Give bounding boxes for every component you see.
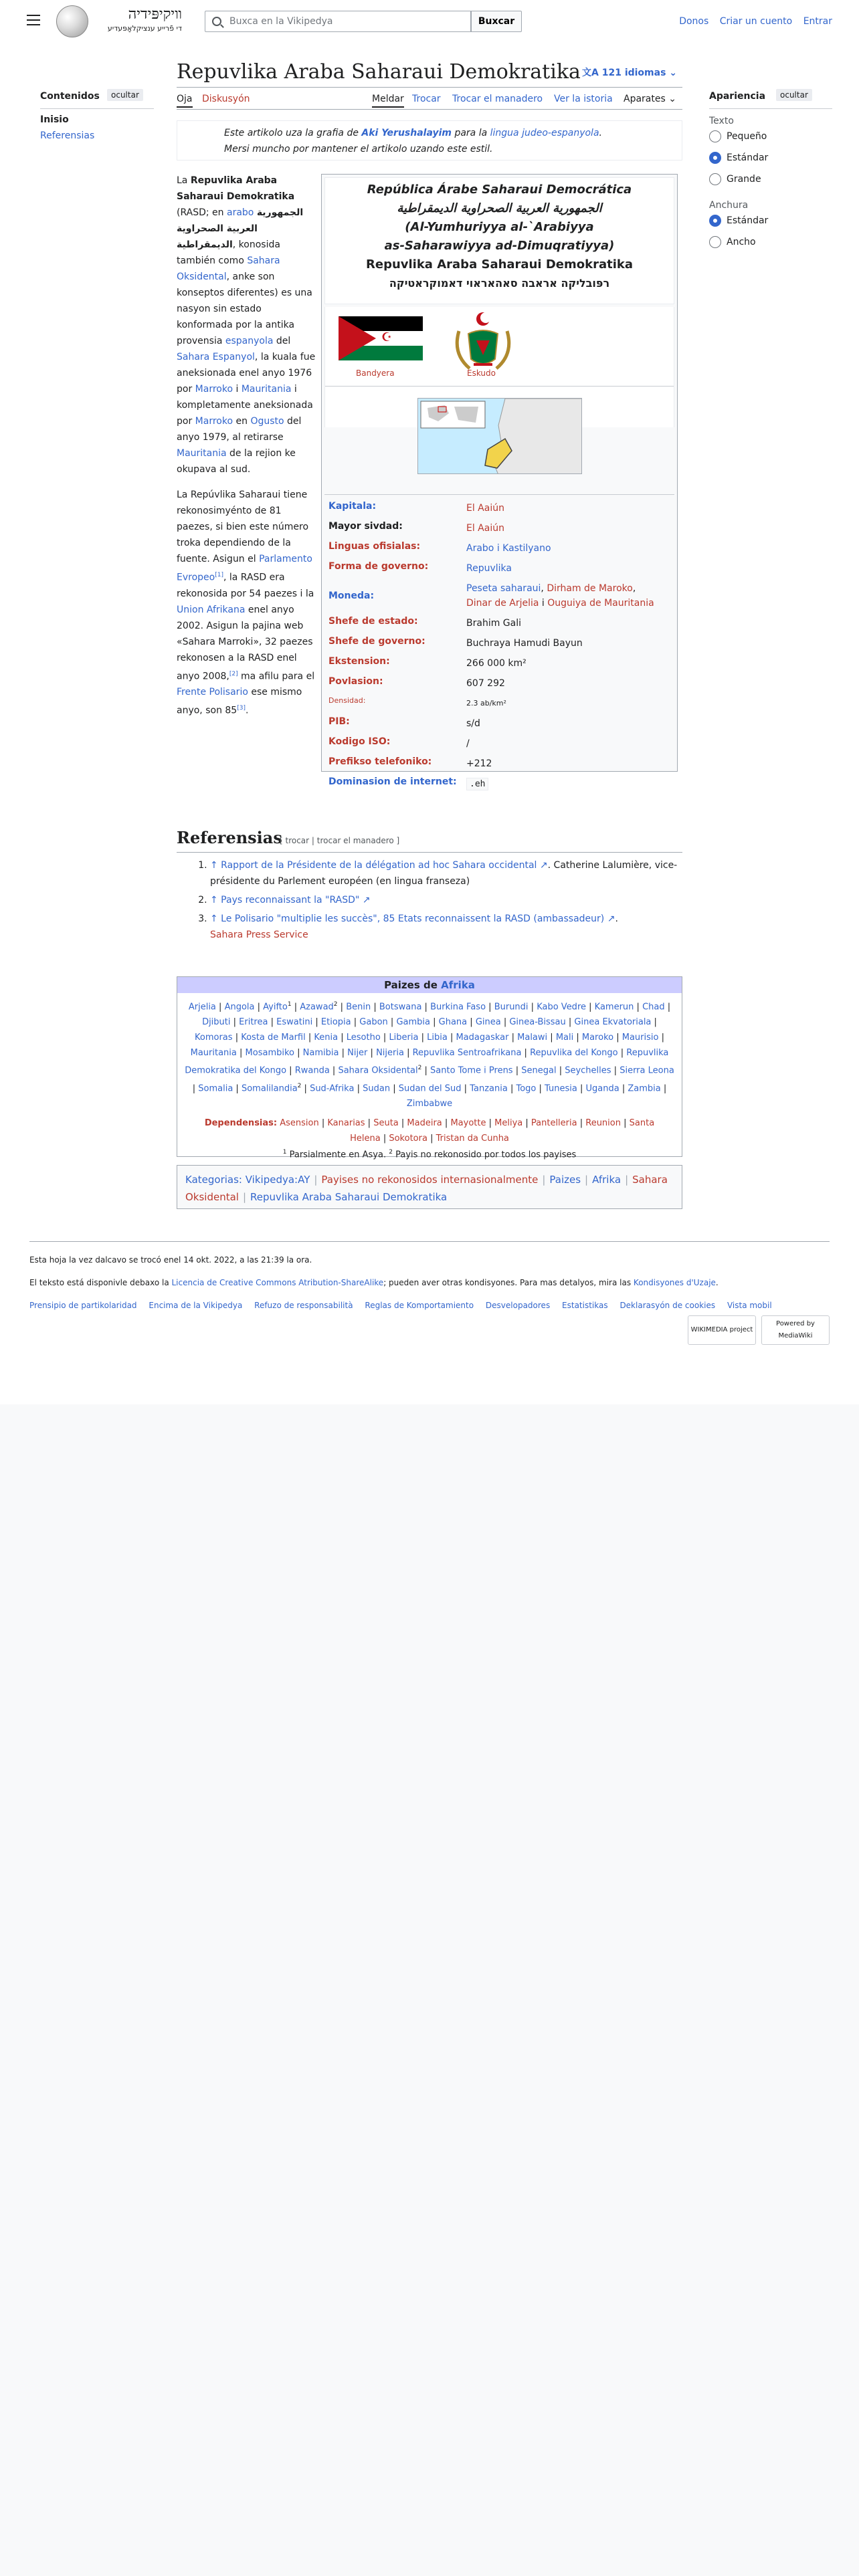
- row-label[interactable]: Shefe de estado:: [328, 616, 418, 627]
- languages-count: 121 idiomas: [601, 68, 666, 78]
- page-title: Repuvlika Araba Saharaui Demokratika: [177, 60, 581, 84]
- text: ; pueden aver otras kondisyones. Para mas detalyos, mira las: [383, 1278, 632, 1287]
- footer-link-cookies[interactable]: Deklarasyón de cookies: [619, 1301, 716, 1310]
- navbox-country-link[interactable]: Nijeria: [376, 1048, 404, 1059]
- text: El teksto está disponivle debaxo la: [29, 1278, 169, 1287]
- row-label[interactable]: Forma de governo:: [328, 561, 429, 572]
- footer-link-disclaimer[interactable]: Refuzo de responsabilità: [254, 1301, 353, 1310]
- text: ma afilu para el: [241, 671, 315, 682]
- navbox-country-link[interactable]: Repuvlika Demokratika del Kongo: [185, 1048, 669, 1076]
- reference-3[interactable]: [3]: [237, 705, 246, 712]
- notice-text: para la: [454, 128, 488, 138]
- currency-link[interactable]: Dirham de Maroko: [547, 583, 633, 594]
- row-value: s/d: [466, 718, 480, 729]
- navbox-dependency-link[interactable]: Mayotte: [450, 1117, 486, 1128]
- text: , la kuala fue aneksionada enel anyo 1976 por: [177, 352, 316, 395]
- row-value: 2.3 ab/km²: [466, 699, 506, 708]
- navbox-country-link[interactable]: Togo: [516, 1083, 537, 1093]
- radio-selected-icon: [709, 215, 721, 227]
- footer: [29, 1241, 830, 1339]
- row-label[interactable]: Ekstension:: [328, 656, 390, 667]
- separator: |: [242, 1191, 247, 1203]
- navbox-country-link[interactable]: Komoras: [195, 1033, 233, 1043]
- notice-text: Mersi muncho por mantener el artikolo uzando este estil.: [224, 144, 493, 154]
- chevron-down-icon: ⌄: [668, 94, 676, 104]
- footer-links: [29, 1299, 830, 1311]
- row-head-of-government: [324, 633, 674, 653]
- emblem-caption[interactable]: Eskudo: [467, 368, 496, 378]
- navbox-country-link[interactable]: Kamerun: [594, 1002, 634, 1012]
- separator: |: [625, 1174, 629, 1186]
- category-links: [177, 1165, 682, 1209]
- search-button[interactable]: Buxcar: [471, 11, 522, 32]
- publisher-link[interactable]: Sahara Press Service: [210, 930, 308, 940]
- row-largest-city: [324, 518, 674, 538]
- infobox-rows: [324, 498, 674, 794]
- row-value: 266 000 km²: [466, 658, 527, 669]
- navbox-country-link[interactable]: Ayifto: [263, 1002, 288, 1012]
- reference-item: [210, 911, 682, 943]
- row-languages: [324, 538, 674, 558]
- navbox-country-link[interactable]: Lesotho: [346, 1033, 381, 1043]
- category-link[interactable]: Paizes: [549, 1174, 581, 1186]
- languages-button[interactable]: [582, 66, 677, 79]
- tools-menu[interactable]: [624, 94, 676, 104]
- wikimedia-badge[interactable]: WIKIMEDIA project: [688, 1315, 756, 1345]
- navbox-country-link[interactable]: Sud-Afrika: [310, 1083, 355, 1093]
- toc-divider: [40, 108, 154, 109]
- text: La: [177, 175, 188, 186]
- row-value: 607 292: [466, 678, 505, 689]
- navbox-country-link[interactable]: Nijer: [347, 1048, 368, 1059]
- divider: [324, 494, 674, 495]
- navbox-country-link[interactable]: Arjelia: [188, 1002, 216, 1012]
- navbox-country-link[interactable]: Libia: [427, 1033, 448, 1043]
- navbox-country-link[interactable]: Tanzania: [470, 1083, 508, 1093]
- navbox-country-link[interactable]: Somalilandia: [241, 1083, 298, 1093]
- row-label[interactable]: Shefe de governo:: [328, 636, 425, 647]
- row-value[interactable]: El Aaiún: [466, 523, 504, 534]
- navbox-country-link[interactable]: Gambia: [396, 1017, 430, 1028]
- row-value: +212: [466, 758, 492, 769]
- navbox-country-link[interactable]: Botswana: [379, 1002, 422, 1012]
- row-government: [324, 558, 674, 578]
- navbox-dependency-link[interactable]: Asension: [280, 1117, 319, 1128]
- radio-icon: [709, 173, 721, 185]
- navbox-countries: Arjelia | Angola | Ayifto$^1$ | Azawad$^2$ | Benin | Botswana | Burkina Faso | Burundi | Kabo Vedre | Kamerun | Chad | Djibuti | Eritrea | Eswatini | Etiopia | Gabon | Gambia | Ghana | Ginea | Ginea-Bissau | Ginea Ekvatoriala | Komoras | Kosta de Marfil | Kenia | Lesotho | Liberia | Libia | Madagaskar | Malawi | Mali | Maroko | Maurisio | Mauritania | Mosambiko | Namibia | Nijer | Nijeria | Repuvlika Sentroafrikana | Repuvlika del Kongo | Repuvlika Demokratika del Kongo | Rwanda | Sahara Oksidental$^2$ | Santo Tome i Prens | Senegal | Seychelles | Sierra Leona | Somalia | Somalilandia$^2$ | Sud-Afrika | Sudan | Sudan del Sud | Tanzania | Togo | Tunesia | Uganda | Zambia | Zimbabwe: [185, 1001, 674, 1109]
- lead-paragraph-2: [177, 487, 317, 719]
- western-sahara-link[interactable]: Sahara Oksidental: [177, 255, 280, 282]
- navbox-dependency-link[interactable]: Seuta: [373, 1117, 399, 1128]
- footer-link-developers[interactable]: Desvelopadores: [485, 1301, 551, 1310]
- row-value[interactable]: Repuvlika: [466, 563, 512, 574]
- flag-caption[interactable]: Bandyera: [356, 368, 395, 378]
- text: , anke son konseptos diferentes) es una nasyon sin estado konformada por la antika provensia: [177, 272, 312, 346]
- wordmark-tagline: די פֿרייע ענציקלאָפּעדיע: [107, 24, 182, 33]
- footnote-marker: 2: [417, 1065, 422, 1072]
- row-label[interactable]: Linguas ofisialas:: [328, 541, 421, 552]
- navbox-country-link[interactable]: Eritrea: [239, 1017, 268, 1028]
- terms-link[interactable]: Kondisyones d'Uzaje: [633, 1278, 716, 1287]
- text: del: [276, 336, 291, 346]
- radio-icon: [709, 130, 721, 142]
- row-internet-domain: [324, 774, 674, 794]
- navbox-country-link[interactable]: Gabon: [359, 1017, 388, 1028]
- row-currency: [324, 578, 674, 613]
- external-link-icon: ↗: [604, 914, 615, 924]
- name-transliteration-2: as-Saharawiyya ad-Dimuqratiyya): [384, 239, 615, 253]
- text: (RASD; en: [177, 207, 224, 218]
- references-list: [194, 857, 682, 946]
- reference-1[interactable]: [1]: [215, 572, 223, 578]
- bold-name: Repuvlika Araba Saharaui Demokratika: [177, 175, 295, 202]
- width-standard[interactable]: [709, 215, 832, 227]
- radio-icon: [709, 236, 721, 248]
- morocco-link[interactable]: Marroko: [195, 384, 233, 395]
- navbox-country-link[interactable]: Tunesia: [545, 1083, 577, 1093]
- polisario-link[interactable]: Frente Polisario: [177, 687, 248, 698]
- navbox-country-link[interactable]: Ginea Ekvatoriala: [574, 1017, 652, 1028]
- separator: |: [585, 1174, 589, 1186]
- lead-paragraph-1: [177, 173, 317, 477]
- radio-label: Estándar: [727, 215, 769, 226]
- africa-link[interactable]: Afrika: [441, 979, 475, 991]
- radio-label: Estándar: [727, 152, 769, 163]
- width-label: Anchura: [709, 200, 749, 211]
- row-label: Mayor sivdad:: [328, 521, 403, 532]
- navbox-country-link[interactable]: Ghana: [438, 1017, 468, 1028]
- navbox-dependency-link[interactable]: Madeira: [407, 1117, 442, 1128]
- radio-selected-icon: [709, 152, 721, 164]
- appearance-title: Apariencia: [709, 91, 766, 102]
- navbox-country-link[interactable]: Burkina Faso: [430, 1002, 486, 1012]
- navbox-country-link[interactable]: Mauritania: [190, 1048, 237, 1059]
- navbox-country-link[interactable]: Malawi: [517, 1033, 548, 1043]
- navbox-dependency-link[interactable]: Tristan da Cunha: [436, 1133, 509, 1144]
- mauritania-link[interactable]: Mauritania: [177, 448, 227, 459]
- external-link-icon: ↗: [537, 860, 548, 871]
- row-density: [324, 693, 674, 714]
- navbox-country-link[interactable]: Maurisio: [622, 1033, 659, 1043]
- text: del anyo 1979, al retirarse: [177, 416, 302, 443]
- categories-label[interactable]: Kategorias:: [185, 1174, 242, 1186]
- infobox-header: [324, 177, 674, 304]
- navbox-country-link[interactable]: Somalia: [198, 1083, 233, 1093]
- table-of-contents: [40, 91, 154, 146]
- footer-link-statistics[interactable]: Estatistikas: [562, 1301, 608, 1310]
- footer-link-about[interactable]: Encima de la Vikipedya: [149, 1301, 243, 1310]
- footer-link-mobile[interactable]: Vista mobil: [727, 1301, 772, 1310]
- navbox-country-link[interactable]: Mosambiko: [245, 1048, 294, 1059]
- row-label[interactable]: Povlasion:: [328, 676, 383, 687]
- external-link-icon: ↗: [359, 895, 371, 905]
- license-text: El teksto está disponivle debaxo la Licencia de Creative Commons Atribution-ShareAlike; pueden aver otras kondisyones. Para mas detalyos, mira las Kondisyones d'Uzaje.: [29, 1278, 719, 1287]
- appearance-divider: [709, 108, 832, 109]
- reference-link[interactable]: ↑ Le Polisario "multiplie les succès", 85 Etats reconnaissent la RASD (ambassadeur): [210, 914, 605, 924]
- navbox-country-link[interactable]: Rwanda: [294, 1065, 330, 1076]
- row-population: [324, 673, 674, 693]
- mauritania-link[interactable]: Mauritania: [241, 384, 292, 395]
- references-divider: [177, 852, 682, 853]
- flag-image[interactable]: [339, 316, 423, 360]
- text: i kompletamente aneksionada por: [177, 384, 313, 427]
- navbox-country-link[interactable]: Santo Tome i Prens: [430, 1065, 513, 1076]
- ladino-link[interactable]: lingua judeo-espanyola: [490, 128, 599, 138]
- lead-paragraphs: [177, 173, 317, 728]
- radio-label: Ancho: [727, 237, 756, 247]
- navbox-country-link[interactable]: Namibia: [302, 1048, 339, 1059]
- currency-link[interactable]: Peseta saharaui: [466, 583, 541, 594]
- note-1: Parsialmente en Asya.: [289, 1150, 387, 1160]
- navbox-country-link[interactable]: Repuvlika Sentroafrikana: [412, 1048, 522, 1059]
- reference-item: [210, 857, 682, 889]
- navbox-dependency-link[interactable]: Santa Helena: [350, 1117, 655, 1144]
- toc-item-references[interactable]: Referensias: [40, 130, 95, 141]
- navbox-country-link[interactable]: Azawad: [300, 1002, 334, 1012]
- wordmark[interactable]: [95, 5, 182, 37]
- category-link[interactable]: Payises no rekonosidos internasionalmente: [321, 1174, 539, 1186]
- search-icon: [212, 17, 221, 26]
- tab-read[interactable]: Meldar: [372, 94, 404, 108]
- footnote-marker: 1: [287, 1001, 292, 1008]
- row-capital: [324, 498, 674, 518]
- arabic-link[interactable]: arabo: [226, 207, 254, 218]
- reference-text: . Catherine Lalumière, vice-présidente du Parlement européen (en lingua franseza): [210, 860, 678, 887]
- european-parliament-link[interactable]: Parlamento Evropeo: [177, 554, 312, 583]
- row-value: Peseta saharaui, Dirham de Maroko, Dinar de Arjelia i Ouguiya de Mauritania: [466, 583, 654, 609]
- row-phone-prefix: [324, 754, 674, 774]
- row-value: Buchraya Hamudi Bayun: [466, 638, 583, 649]
- morocco-link[interactable]: Marroko: [195, 416, 233, 427]
- row-label[interactable]: Densidad:: [328, 696, 366, 705]
- emblem-image[interactable]: [450, 307, 516, 374]
- name-ladino: Repuvlika Araba Saharaui Demokratika: [366, 257, 633, 272]
- last-modified: Esta hoja la vez dalcavo se trocó enel 14 okt. 2022, a las 21:39 la ora.: [29, 1255, 312, 1265]
- note-2: Payis no rekonosido por todos los payises: [395, 1150, 577, 1160]
- row-value[interactable]: Arabo i Kastilyano: [466, 543, 551, 554]
- tab-history[interactable]: Ver la istoria: [554, 94, 613, 104]
- currency-link[interactable]: Dinar de Arjelia: [466, 598, 539, 609]
- navbox-country-link[interactable]: Angola: [224, 1002, 255, 1012]
- reference-2[interactable]: [2]: [229, 670, 238, 677]
- name-arabic: الجمهورية العربية الصحراوية الديمقراطية: [397, 201, 602, 215]
- navbox-country-link[interactable]: Burundi: [494, 1002, 529, 1012]
- text: , konosida también como: [177, 239, 280, 266]
- row-area: [324, 653, 674, 673]
- text-size-small[interactable]: [709, 130, 832, 142]
- text-size-large[interactable]: [709, 173, 832, 185]
- tab-edit[interactable]: Trocar: [412, 94, 441, 104]
- text: en: [235, 416, 248, 427]
- search-box: [205, 11, 471, 32]
- text: enel anyo 2002. Asigun la pajina web «Sahara Marroki», 32 paezes rekonosen a la RASD enel anyo 2008,: [177, 604, 313, 682]
- name-spanish: República Árabe Saharaui Democrática: [367, 183, 632, 197]
- text: La Repúvlika Saharaui tiene rekonosimyénto de 81 paezes, si bien este número troka dependiendo de la fuente. Asigun el: [177, 490, 309, 564]
- currency-link[interactable]: Ouguiya de Mauritania: [547, 598, 654, 609]
- african-union-link[interactable]: Union Afrikana: [177, 604, 246, 615]
- site-header: [0, 0, 859, 43]
- august-link[interactable]: Ogusto: [250, 416, 284, 427]
- notice-text: Este artikolo uza la grafia de: [224, 128, 359, 138]
- separator: |: [314, 1174, 318, 1186]
- wordmark-title: װיקיפּידיה: [128, 6, 182, 23]
- orthography-notice: Este artikolo uza la grafia de Aki Yerushalayim para la lingua judeo-espanyola. Mersi muncho por mantener el artikolo uzando este estil.: [177, 120, 682, 160]
- row-label[interactable]: Kodigo ISO:: [328, 736, 391, 747]
- footnote-marker: 2: [297, 1082, 302, 1089]
- reference-link[interactable]: ↑ Rapport de la Présidente de la délégation ad hoc Sahara occidental: [210, 860, 537, 871]
- navbox-country-link[interactable]: Chad: [642, 1002, 665, 1012]
- row-head-of-state: [324, 613, 674, 633]
- navbox-country-link[interactable]: Sudan: [363, 1083, 391, 1093]
- row-value: Brahim Gali: [466, 618, 521, 629]
- navbox-country-link[interactable]: Zimbabwe: [406, 1098, 453, 1109]
- references-heading: Referensias: [177, 828, 282, 847]
- dependencies-label: Dependensias:: [204, 1117, 278, 1128]
- navbox-title-text: Paizes de: [384, 979, 438, 991]
- arabic-name: الجمهورية العربية الصحراوية الديمقراطية: [177, 207, 304, 250]
- name-hebrew-script: רפּובליקה אראבה סאהאראוי דאמוקראטיקה: [389, 277, 610, 290]
- navbox-country-link[interactable]: Ginea-Bissau: [509, 1017, 566, 1028]
- navbox-country-link[interactable]: Seychelles: [565, 1065, 611, 1076]
- navbox-country-link[interactable]: Kabo Vedre: [537, 1002, 586, 1012]
- divider: [325, 386, 674, 387]
- category-link[interactable]: Afrika: [592, 1174, 622, 1186]
- personal-tools: [671, 16, 832, 27]
- text-size-label: Texto: [709, 116, 734, 126]
- tools-label: Aparates: [624, 94, 666, 104]
- toc-hide-button[interactable]: ocultar: [107, 89, 143, 101]
- row-value: /: [466, 738, 470, 749]
- chevron-down-icon: ⌄: [669, 68, 678, 78]
- footer-badges: [688, 1315, 830, 1345]
- references-edit-links[interactable]: [ trocar | trocar el manadero ]: [280, 836, 400, 845]
- navbox-country-link[interactable]: Kosta de Marfil: [241, 1033, 306, 1043]
- navbox-dependency-link[interactable]: Reunion: [585, 1117, 621, 1128]
- navbox-country-link[interactable]: Zambia: [628, 1083, 661, 1093]
- wikipedia-globe-logo[interactable]: [56, 5, 88, 37]
- row-label[interactable]: Dominasion de internet:: [328, 776, 457, 787]
- navbox-country-link[interactable]: Sahara Oksidental: [338, 1065, 418, 1076]
- title-divider: [177, 87, 682, 88]
- navbox-country-link[interactable]: Mali: [555, 1033, 574, 1043]
- row-value: .eh: [466, 778, 488, 790]
- category-link[interactable]: Vikipedya:AY: [245, 1174, 310, 1186]
- name-transliteration-1: (Al-Yumhuriyya al-`Arabiyya: [405, 220, 594, 234]
- row-label[interactable]: Kapitala:: [328, 501, 377, 512]
- navbox-dependencies: Dependensias: Asension | Kanarias | Seuta | Madeira | Mayotte | Meliya | Pantelleria | Reunion | Santa Helena | Sokotora | Tristan da Cunha: [204, 1117, 655, 1144]
- radio-label: Pequeño: [727, 131, 767, 142]
- africa-navbox: [177, 976, 682, 1160]
- separator: |: [542, 1174, 546, 1186]
- category-link[interactable]: Sahara Oksidental: [185, 1174, 668, 1203]
- mediawiki-badge[interactable]: Powered by MediaWiki: [761, 1315, 830, 1345]
- width-wide[interactable]: [709, 236, 832, 248]
- navbox-dependency-link[interactable]: Pantelleria: [531, 1117, 577, 1128]
- radio-label: Grande: [727, 174, 761, 185]
- location-map[interactable]: [417, 398, 582, 474]
- footer-link-privacy[interactable]: Prensipio de partikolaridad: [29, 1301, 137, 1310]
- navbox-country-link[interactable]: Djibuti: [202, 1017, 231, 1028]
- navbox-country-link[interactable]: Uganda: [585, 1083, 619, 1093]
- map-image: [418, 399, 582, 474]
- tab-edit-source[interactable]: Trocar el manadero: [452, 94, 543, 104]
- aki-yerushalayim-link[interactable]: Aki Yerushalayim: [361, 128, 452, 138]
- text: i: [235, 384, 239, 395]
- navbox-notes: $^1$ Parsialmente en Asya. $^2$ Payis no rekonosido por todos los payises: [282, 1148, 577, 1160]
- login-link[interactable]: Entrar: [803, 16, 832, 27]
- reference-link[interactable]: ↑ Pays reconnaissant la "RASD": [210, 895, 360, 905]
- row-label[interactable]: PIB:: [328, 716, 350, 727]
- reference-text: .: [615, 914, 618, 924]
- appearance-hide-button[interactable]: ocultar: [776, 89, 812, 101]
- tab-article[interactable]: Oja: [177, 94, 193, 108]
- search-input[interactable]: [228, 14, 462, 29]
- navbox-country-link[interactable]: Repuvlika del Kongo: [530, 1048, 618, 1059]
- page-tabs: [177, 92, 682, 110]
- navbox-country-link[interactable]: Etiopia: [320, 1017, 351, 1028]
- navbox-country-link[interactable]: Sierra Leona: [619, 1065, 674, 1076]
- license-link[interactable]: Licencia de Creative Commons Atribution-ShareAlike: [171, 1278, 384, 1287]
- navbox-country-link[interactable]: Kenia: [314, 1033, 339, 1043]
- reference-item: [210, 892, 682, 908]
- footnote-marker: 2: [333, 1001, 338, 1008]
- translate-icon: 文A: [582, 68, 599, 78]
- row-label[interactable]: Prefikso telefoniko:: [328, 756, 432, 767]
- main-menu-icon[interactable]: [27, 15, 40, 25]
- navbox-dependency-link[interactable]: Kanarias: [327, 1117, 365, 1128]
- spanish-sahara-link[interactable]: Sahara Espanyol: [177, 352, 255, 362]
- star-crescent-icon: ☪: [381, 330, 393, 344]
- row-value[interactable]: El Aaiún: [466, 503, 504, 514]
- navbox-country-link[interactable]: Maroko: [581, 1033, 614, 1043]
- infobox: [321, 174, 678, 789]
- tab-talk[interactable]: Diskusyón: [202, 94, 250, 104]
- navbox-country-link[interactable]: Liberia: [389, 1033, 419, 1043]
- text: .: [245, 705, 249, 716]
- row-gdp: [324, 714, 674, 734]
- donate-link[interactable]: Donos: [679, 16, 709, 27]
- row-iso-code: [324, 734, 674, 754]
- navbox-country-link[interactable]: Madagaskar: [456, 1033, 509, 1043]
- appearance-panel: [709, 91, 832, 257]
- navbox-country-link[interactable]: Ginea: [475, 1017, 501, 1028]
- spanish-link[interactable]: espanyola: [225, 336, 274, 346]
- navbox-country-link[interactable]: Eswatini: [276, 1017, 313, 1028]
- text-size-standard[interactable]: [709, 152, 832, 164]
- navbox-title: [177, 977, 682, 993]
- toc-item-start[interactable]: Inisio: [40, 114, 69, 125]
- create-account-link[interactable]: Criar un cuento: [719, 16, 793, 27]
- navbox-country-link[interactable]: Benin: [346, 1002, 371, 1012]
- text: de la rejion ke okupava al sud.: [177, 448, 296, 475]
- category-link[interactable]: Repuvlika Araba Saharaui Demokratika: [250, 1191, 448, 1203]
- footer-link-code-of-conduct[interactable]: Reglas de Komportamiento: [365, 1301, 474, 1310]
- text: ese mismo anyo, son 85: [177, 687, 302, 716]
- navbox-dependency-link[interactable]: Meliya: [494, 1117, 523, 1128]
- toc-title: Contenidos: [40, 91, 100, 102]
- text: , la RASD era rekonosida por 54 paezes i la: [177, 572, 314, 599]
- navbox-dependency-link[interactable]: Sokotora: [389, 1133, 427, 1144]
- navbox-country-link[interactable]: Sudan del Sud: [398, 1083, 462, 1093]
- navbox-country-link[interactable]: Senegal: [521, 1065, 557, 1076]
- row-label[interactable]: Moneda:: [328, 591, 375, 601]
